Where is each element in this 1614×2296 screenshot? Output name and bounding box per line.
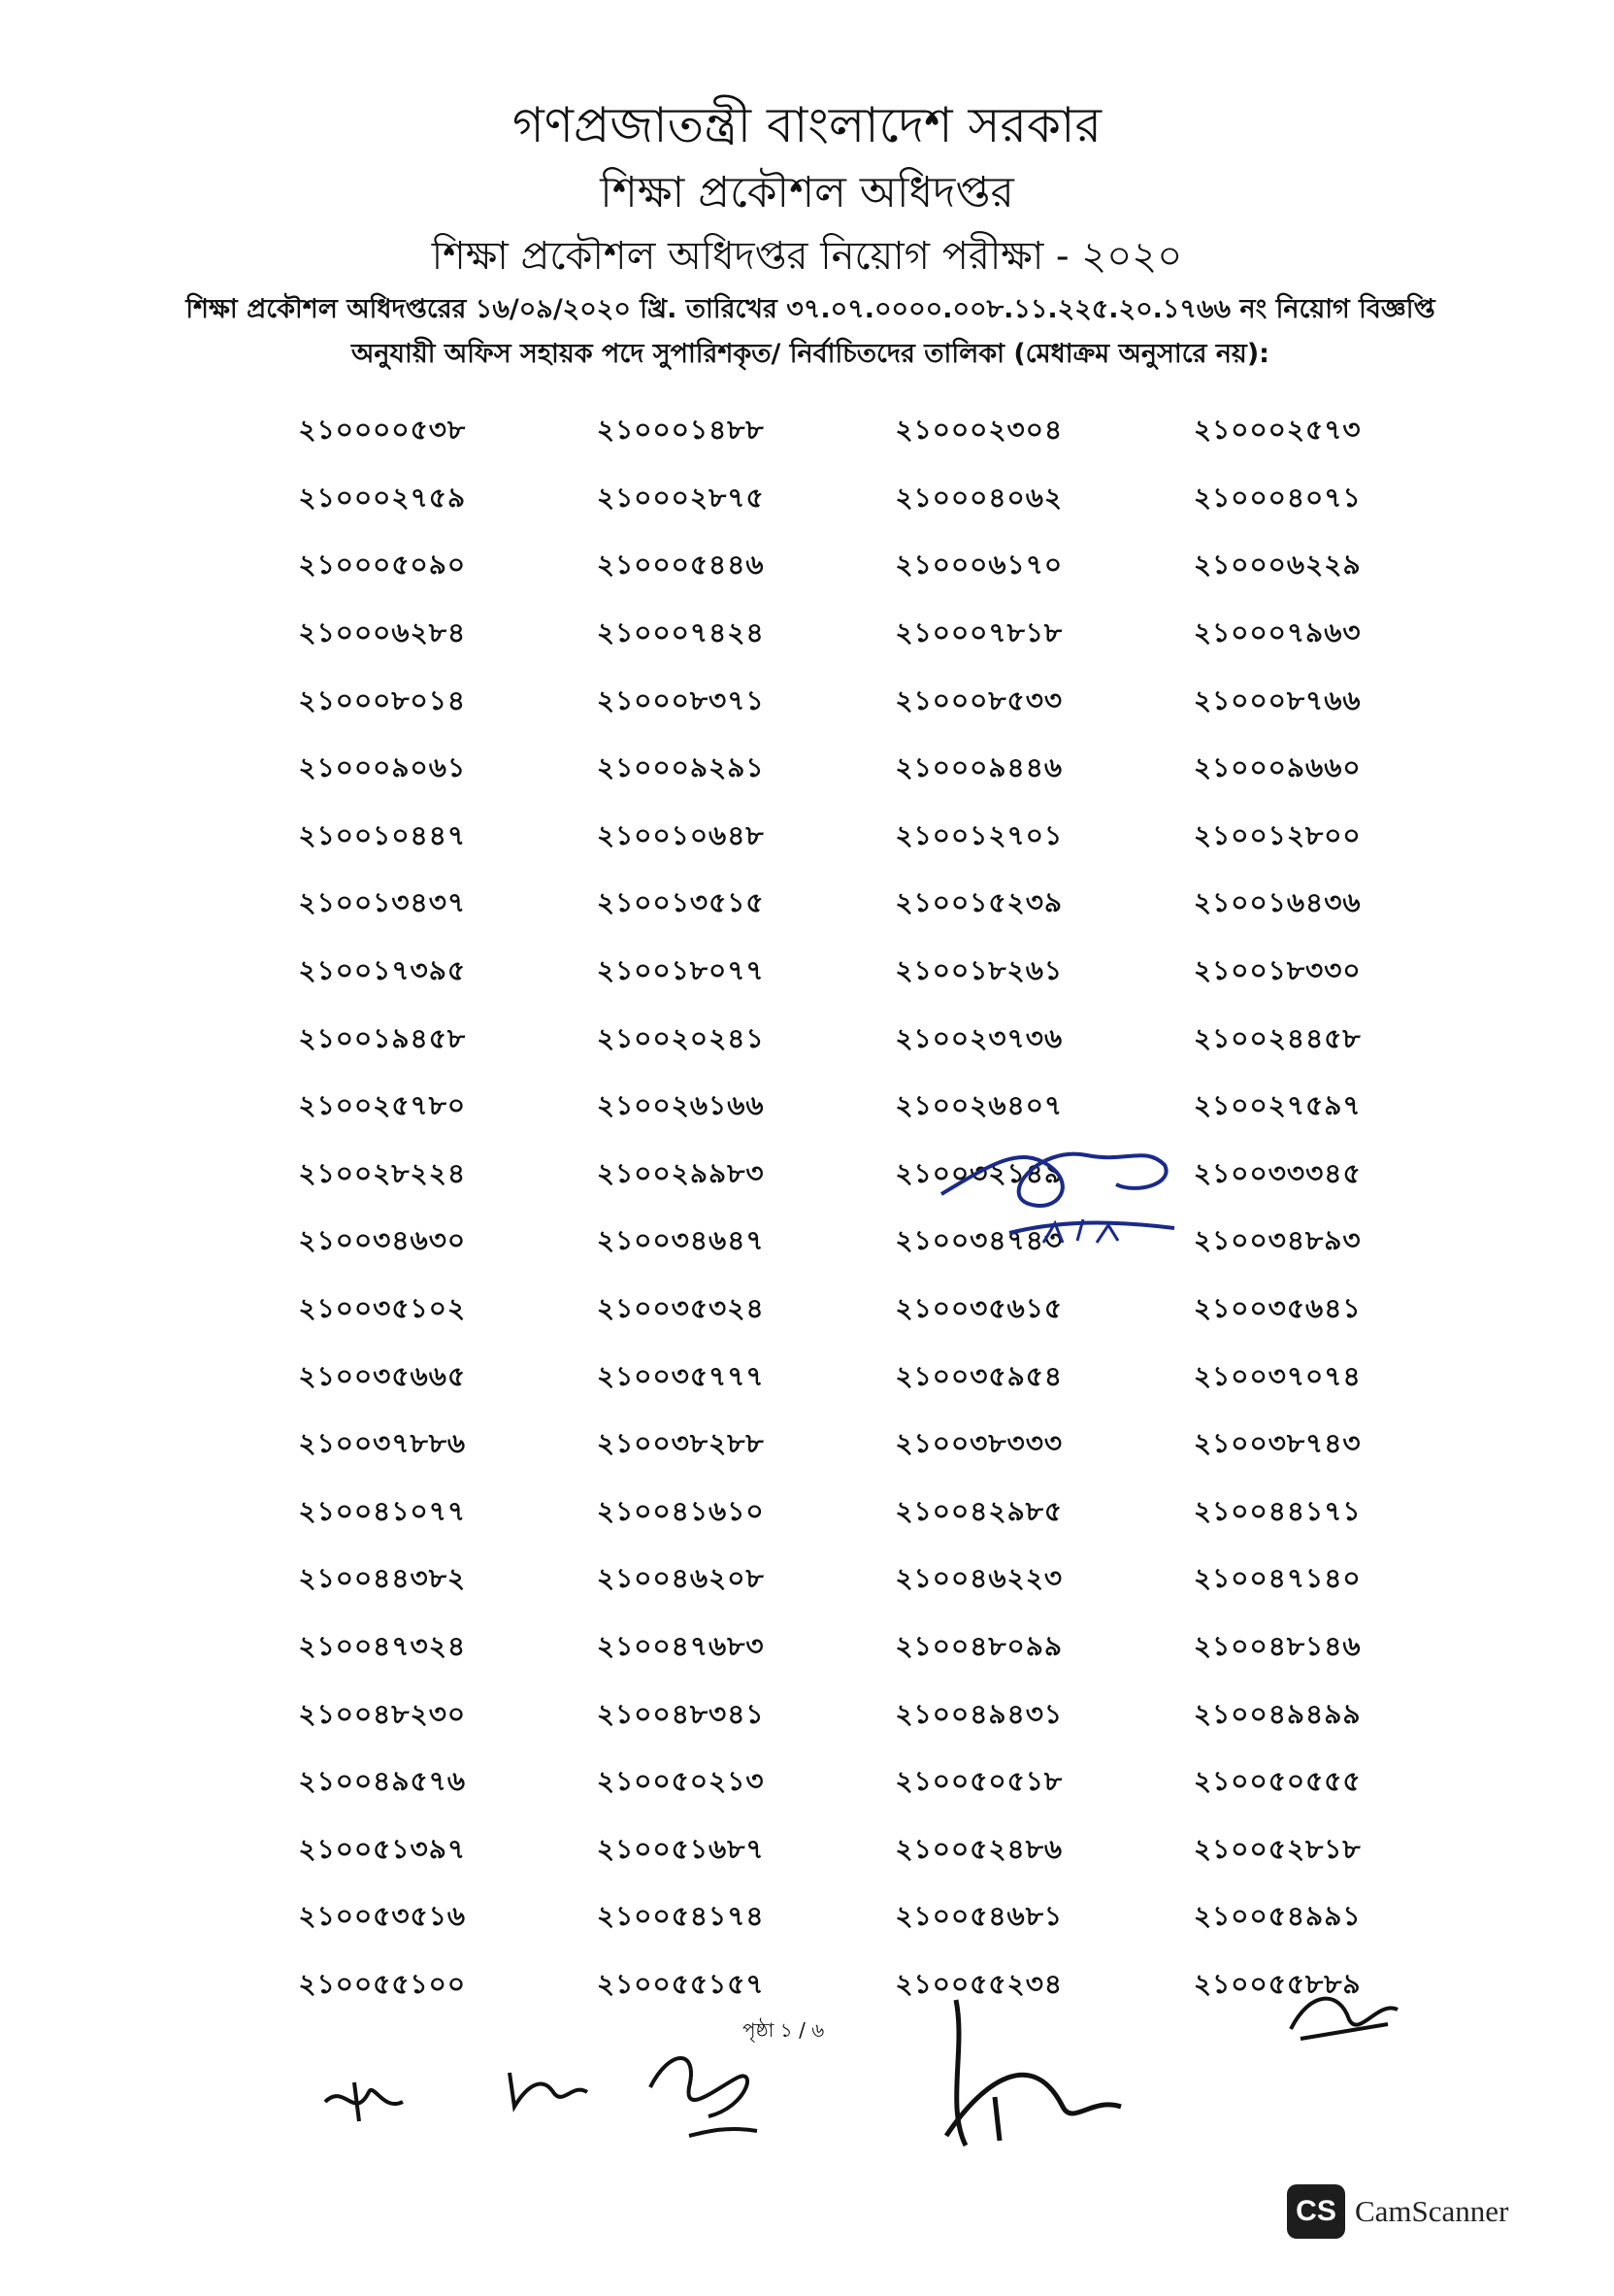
roll-number-cell: ২১০০২৭৫৯৭	[1193, 1089, 1362, 1122]
roll-number-cell: ২১০০০৮৩৭১	[596, 683, 765, 716]
roll-number-cell: ২১০০৩৪৮৯৩	[1193, 1224, 1362, 1257]
camscanner-watermark	[1287, 2184, 1508, 2239]
roll-number-cell: ২১০০২৩৭৩৬	[895, 1021, 1064, 1054]
roll-number-cell: ২১০০০৬১৭০	[895, 549, 1064, 582]
roll-number-cell: ২১০০৪৯৪৩১	[895, 1697, 1064, 1730]
roll-number-cell: ২১০০১২৭০১	[895, 818, 1064, 851]
notice-text	[175, 287, 1446, 377]
header-department: শিক্ষা প্রকৌশল অধিদপ্তর	[600, 168, 1014, 217]
signature-5	[1281, 1971, 1407, 2058]
header-exam-title: শিক্ষা প্রকৌশল অধিদপ্তর নিয়োগ পরীক্ষা - ২০২০	[431, 234, 1183, 279]
roll-number-cell: ২১০০৫৫১৫৭	[596, 1967, 765, 2000]
roll-number-cell: ২১০০১৬৪৩৬	[1193, 886, 1362, 919]
roll-number-cell: ২১০০১৮২৬১	[895, 954, 1064, 987]
roll-number-cell: ২১০০৪৮৩৪১	[596, 1697, 765, 1730]
roll-number-cell: ২১০০৩৫১০২	[298, 1292, 467, 1325]
roll-number-cell: ২১০০৫২৮১৮	[1193, 1832, 1362, 1865]
roll-number-cell: ২১০০৩৫৬৬৫	[298, 1359, 467, 1392]
roll-number-cell: ২১০০৫০৫১৮	[895, 1765, 1064, 1798]
roll-number-cell: ২১০০০৮০১৪	[298, 683, 467, 716]
signature-4	[927, 1990, 1150, 2155]
roll-number-cell: ২১০০২৬১৬৬	[596, 1089, 765, 1122]
signature-2	[495, 2053, 602, 2121]
roll-number-cell: ২১০০০৬২৮৪	[298, 616, 467, 649]
roll-number-cell: ২১০০০৯০৬১	[298, 751, 467, 784]
roll-number-cell: ২১০০০৬২২৯	[1193, 549, 1362, 582]
roll-number-cell: ২১০০৪৪৩৮২	[298, 1562, 467, 1595]
roll-number-cell: ২১০০৩৮৩৩৩	[895, 1427, 1064, 1460]
roll-number-cell: ২১০০৫৪৯৯১	[1193, 1900, 1362, 1933]
roll-number-cell: ২১০০৪১০৭৭	[298, 1494, 467, 1527]
roll-number-cell: ২১০০০৯৪৪৬	[895, 751, 1064, 784]
camscanner-text: CamScanner	[1355, 2194, 1509, 2228]
roll-number-cell: ২১০০৪৯৪৯৯	[1193, 1697, 1362, 1730]
roll-number-cell: ২১০০২৫৭৮০	[298, 1089, 467, 1122]
roll-number-cell: ২১০০১০৬৪৮	[596, 818, 765, 851]
roll-number-cell: ২১০০০২৩০৪	[895, 414, 1064, 447]
roll-number-cell: ২১০০৪৮১৪৬	[1193, 1629, 1362, 1662]
roll-number-cell: ২১০০৫২৪৮৬	[895, 1832, 1064, 1865]
roll-number-cell: ২১০০৫১৩৯৭	[298, 1832, 467, 1865]
roll-number-cell: ২১০০৪৬২২৩	[895, 1562, 1064, 1595]
roll-number-cell: ২১০০০৮৫৩৩	[895, 683, 1064, 716]
roll-number-cell: ২১০০০৮৭৬৬	[1193, 683, 1362, 716]
roll-number-cell: ২১০০১৭৩৯৫	[298, 954, 467, 987]
roll-number-cell: ২১০০০২৮৭৫	[596, 481, 765, 514]
roll-number-cell: ২১০০০৭৪২৪	[596, 616, 765, 649]
roll-number-cell: ২১০০৩৫৭৭৭	[596, 1359, 765, 1392]
roll-number-cell: ২১০০০১৪৮৮	[596, 414, 765, 447]
roll-number-cell: ২১০০০২৫৭৩	[1193, 414, 1362, 447]
roll-number-cell: ২১০০২৮২২৪	[298, 1156, 467, 1189]
roll-number-cell: ২১০০৫৫৮৮৯	[1193, 1967, 1362, 2000]
roll-number-cell: ২১০০৩৪৬৩০	[298, 1224, 467, 1257]
roll-number-cell: ২১০০৩২১৪৯	[895, 1156, 1064, 1189]
roll-number-cell: ২১০০৩৩৩৪৫	[1193, 1156, 1362, 1189]
roll-number-cell: ২১০০৪৮০৯৯	[895, 1629, 1064, 1662]
roll-number-cell: ২১০০৪৪১৭১	[1193, 1494, 1362, 1527]
roll-number-cell: ২১০০৩৫৩২৪	[596, 1292, 765, 1325]
roll-number-cell: ২১০০০৯৬৬০	[1193, 751, 1362, 784]
roll-number-cell: ২১০০৪১৬১০	[596, 1494, 765, 1527]
roll-number-cell: ২১০০২৬৪০৭	[895, 1089, 1064, 1122]
roll-number-cell: ২১০০৪৮২৩০	[298, 1697, 467, 1730]
roll-number-cell: ২১০০১৩৫১৫	[596, 886, 765, 919]
notice-line-2: অনুযায়ী অফিস সহায়ক পদে সুপারিশকৃত/ নির্বাচিতদের তালিকা (মেধাক্রম অনুসারে নয়):	[351, 339, 1269, 369]
roll-number-cell: ২১০০৫৫২৩৪	[895, 1967, 1064, 2000]
roll-number-cell: ২১০০৪৬২০৮	[596, 1562, 765, 1595]
roll-number-cell: ২১০০৫৪১৭৪	[596, 1900, 765, 1933]
roll-number-cell: ২১০০০৪০৬২	[895, 481, 1064, 514]
roll-number-cell: ২১০০০৫৪৪৬	[596, 549, 765, 582]
roll-number-cell: ২১০০৪৭৩২৪	[298, 1629, 467, 1662]
roll-number-cell: ২১০০৩৭০৭৪	[1193, 1359, 1362, 1392]
roll-number-cell: ২১০০০৯২৯১	[596, 751, 765, 784]
notice-line-1: শিক্ষা প্রকৌশল অধিদপ্তরের ১৬/০৯/২০২০ খ্রি. তারিখের ৩৭.০৭.০০০০.০০৮.১১.২২৫.২০.১৭৬৬ নং নিয়োগ বিজ্ঞপ্তি	[185, 294, 1435, 324]
roll-number-cell: ২১০০৩৫৯৫৪	[895, 1359, 1064, 1392]
roll-number-cell: ২১০০০৭৯৬৩	[1193, 616, 1362, 649]
roll-number-cell: ২১০০৪৭১৪০	[1193, 1562, 1362, 1595]
roll-number-cell: ২১০০২০২৪১	[596, 1021, 765, 1054]
roll-number-cell: ২১০০০৭৮১৮	[895, 616, 1064, 649]
roll-number-grid	[233, 398, 1427, 2019]
roll-number-cell: ২১০০৪৭৬৮৩	[596, 1629, 765, 1662]
roll-number-cell: ২১০০৫৫১০০	[298, 1967, 467, 2000]
roll-number-cell: ২১০০২৯৯৮৩	[596, 1156, 765, 1189]
roll-number-cell: ২১০০৫৪৬৮১	[895, 1900, 1064, 1933]
camscanner-icon: CS	[1287, 2184, 1345, 2239]
roll-number-cell: ২১০০১৯৪৫৮	[298, 1021, 467, 1054]
roll-number-cell: ২১০০৫৩৫১৬	[298, 1900, 467, 1933]
roll-number-cell: ২১০০০৫০৯০	[298, 549, 467, 582]
page-number: পৃষ্ঠা ১ / ৬	[742, 2018, 825, 2042]
roll-number-cell: ২১০০০০৫৩৮	[298, 414, 467, 447]
roll-number-cell: ২১০০৩৮২৮৮	[596, 1427, 765, 1460]
signature-center	[932, 1126, 1203, 1262]
roll-number-cell: ২১০০১৮০৭৭	[596, 954, 765, 987]
roll-number-cell: ২১০০০২৭৫৯	[298, 481, 467, 514]
roll-number-cell: ২১০০৫০২১৩	[596, 1765, 765, 1798]
roll-number-cell: ২১০০৫০৫৫৫	[1193, 1765, 1362, 1798]
roll-number-cell: ২১০০১০৪৪৭	[298, 818, 467, 851]
roll-number-cell: ২১০০৩৫৬৪১	[1193, 1292, 1362, 1325]
roll-number-cell: ২১০০১২৮০০	[1193, 818, 1362, 851]
roll-number-cell: ২১০০৩৮৭৪৩	[1193, 1427, 1362, 1460]
roll-number-cell: ২১০০৪৯৫৭৬	[298, 1765, 467, 1798]
roll-number-cell: ২১০০১৫২৩৯	[895, 886, 1064, 919]
roll-number-cell: ২১০০৪২৯৮৫	[895, 1494, 1064, 1527]
roll-number-cell: ২১০০১৮৩৩০	[1193, 954, 1362, 987]
header-title: গণপ্রজাতন্ত্রী বাংলাদেশ সরকার	[512, 97, 1102, 153]
roll-number-cell: ২১০০৩৪৭৪৩	[895, 1224, 1064, 1257]
signature-1	[315, 2063, 422, 2131]
roll-number-cell: ২১০০৫১৬৮৭	[596, 1832, 765, 1865]
roll-number-cell: ২১০০৩৭৮৮৬	[298, 1427, 467, 1460]
roll-number-cell: ২১০০৩৪৬৪৭	[596, 1224, 765, 1257]
roll-number-cell: ২১০০৩৫৬১৫	[895, 1292, 1064, 1325]
roll-number-cell: ২১০০১৩৪৩৭	[298, 886, 467, 919]
roll-number-cell: ২১০০২৪৪৫৮	[1193, 1021, 1362, 1054]
roll-number-cell: ২১০০০৪০৭১	[1193, 481, 1362, 514]
